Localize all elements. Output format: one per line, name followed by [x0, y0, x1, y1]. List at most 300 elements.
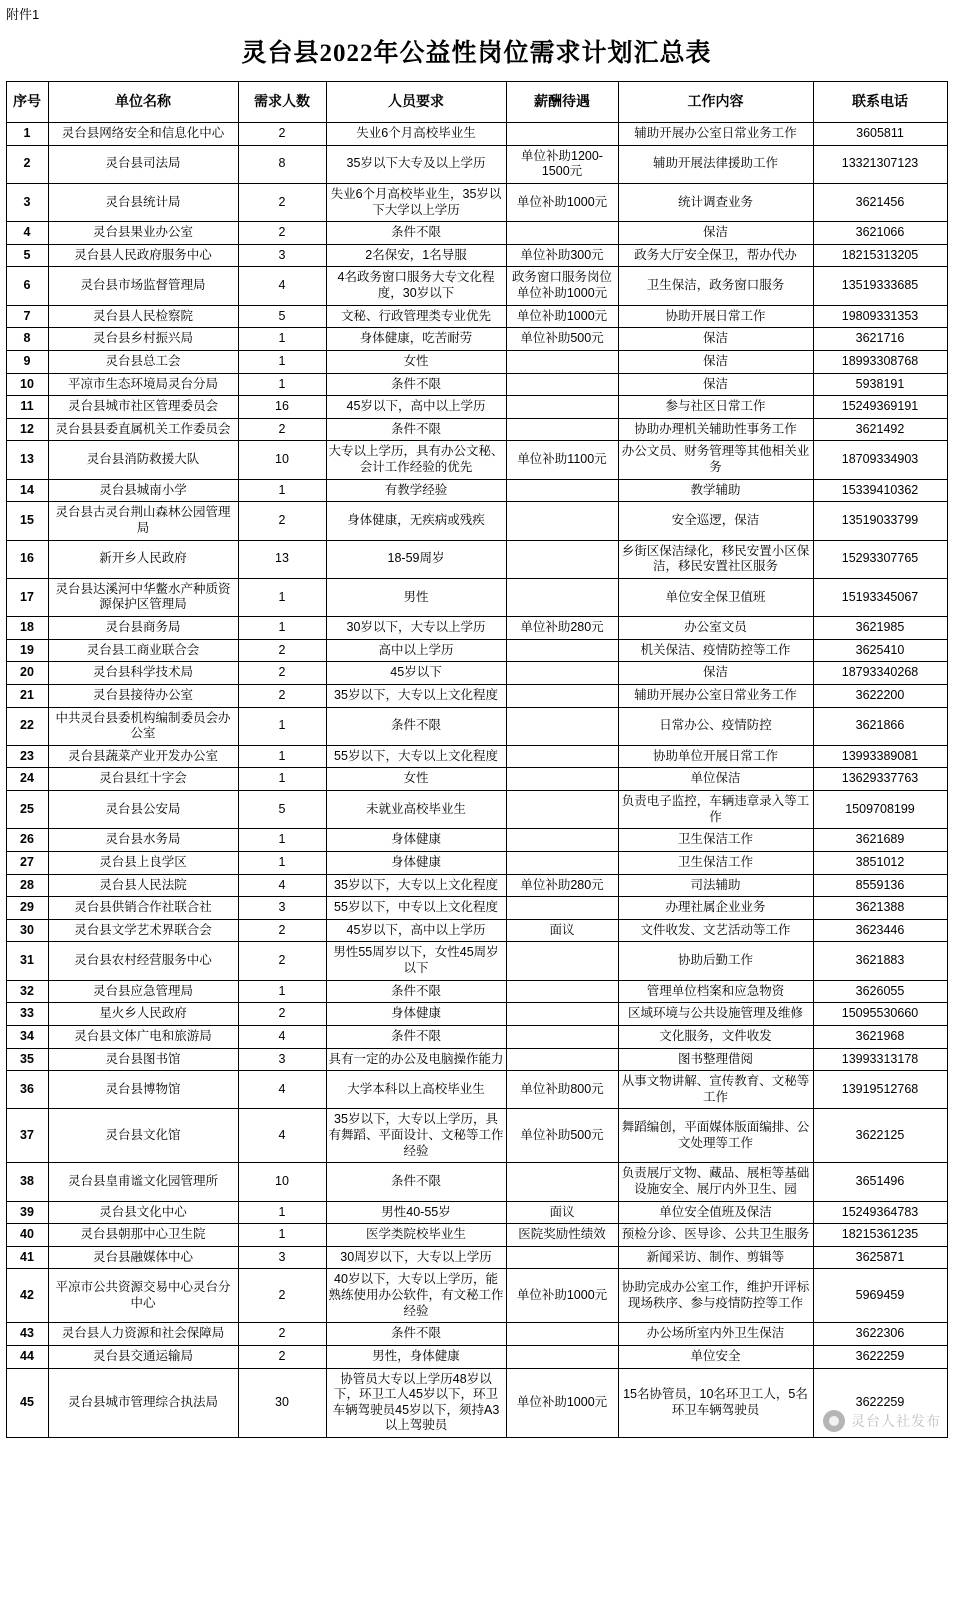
cell-phone: 3622259	[813, 1345, 947, 1368]
cell-headcount: 1	[238, 350, 326, 373]
cell-requirements: 2名保安，1名导服	[326, 244, 506, 267]
cell-duties: 办理社属企业业务	[618, 897, 813, 920]
cell-duties: 舞蹈编创，平面媒体版面编排、公文处理等工作	[618, 1109, 813, 1163]
cell-phone: 13519333685	[813, 267, 947, 305]
job-requirement-table	[6, 81, 948, 1438]
cell-phone: 5969459	[813, 1269, 947, 1323]
cell-requirements: 身体健康，吃苦耐劳	[326, 328, 506, 351]
cell-salary	[506, 418, 618, 441]
cell-unit: 灵台县文化中心	[48, 1201, 238, 1224]
cell-requirements: 具有一定的办公及电脑操作能力	[326, 1048, 506, 1071]
table-row	[6, 1201, 947, 1224]
table-row	[6, 745, 947, 768]
cell-headcount: 2	[238, 183, 326, 221]
cell-requirements: 女性	[326, 350, 506, 373]
cell-salary	[506, 791, 618, 829]
cell-requirements: 男性	[326, 578, 506, 616]
cell-unit: 灵台县县委直属机关工作委员会	[48, 418, 238, 441]
cell-unit: 灵台县人民检察院	[48, 305, 238, 328]
cell-index: 19	[6, 639, 48, 662]
col-header-requirements: 人员要求	[326, 82, 506, 123]
cell-unit: 灵台县文学艺术界联合会	[48, 919, 238, 942]
cell-duties: 司法辅助	[618, 874, 813, 897]
cell-unit: 灵台县市场监督管理局	[48, 267, 238, 305]
cell-index: 15	[6, 502, 48, 540]
cell-unit: 灵台县总工会	[48, 350, 238, 373]
cell-salary: 单位补助500元	[506, 1109, 618, 1163]
cell-requirements: 30周岁以下，大专以上学历	[326, 1246, 506, 1269]
cell-duties: 辅助开展办公室日常业务工作	[618, 684, 813, 707]
cell-headcount: 5	[238, 305, 326, 328]
cell-index: 17	[6, 578, 48, 616]
cell-headcount: 2	[238, 1003, 326, 1026]
cell-requirements: 40岁以下，大专以上学历，能熟练使用办公软件，有文秘工作经验	[326, 1269, 506, 1323]
cell-salary	[506, 684, 618, 707]
cell-requirements: 45岁以下，高中以上学历	[326, 396, 506, 419]
cell-unit: 灵台县统计局	[48, 183, 238, 221]
table-row	[6, 1109, 947, 1163]
cell-duties: 统计调查业务	[618, 183, 813, 221]
cell-phone: 3621866	[813, 707, 947, 745]
table-row	[6, 942, 947, 980]
table-row	[6, 919, 947, 942]
cell-index: 30	[6, 919, 48, 942]
cell-salary	[506, 1163, 618, 1201]
cell-headcount: 2	[238, 222, 326, 245]
cell-headcount: 2	[238, 1345, 326, 1368]
cell-headcount: 3	[238, 897, 326, 920]
table-row	[6, 874, 947, 897]
table-row	[6, 1368, 947, 1438]
cell-headcount: 1	[238, 617, 326, 640]
cell-requirements: 55岁以下，大专以上文化程度	[326, 745, 506, 768]
cell-unit: 灵台县水务局	[48, 829, 238, 852]
table-row	[6, 768, 947, 791]
cell-headcount: 2	[238, 684, 326, 707]
cell-duties: 辅助开展办公室日常业务工作	[618, 123, 813, 146]
cell-phone: 18215361235	[813, 1224, 947, 1247]
cell-duties: 协助开展日常工作	[618, 305, 813, 328]
table-body	[6, 123, 947, 1438]
table-row	[6, 1345, 947, 1368]
cell-index: 26	[6, 829, 48, 852]
cell-unit: 灵台县应急管理局	[48, 980, 238, 1003]
cell-headcount: 4	[238, 1109, 326, 1163]
cell-headcount: 4	[238, 1071, 326, 1109]
cell-requirements: 男性，身体健康	[326, 1345, 506, 1368]
cell-duties: 协助完成办公室工作，维护开评标现场秩序、参与疫情防控等工作	[618, 1269, 813, 1323]
cell-headcount: 8	[238, 145, 326, 183]
cell-requirements: 35岁以下，大专以上学历，具有舞蹈、平面设计、文秘等工作经验	[326, 1109, 506, 1163]
cell-salary	[506, 350, 618, 373]
cell-unit: 新开乡人民政府	[48, 540, 238, 578]
col-header-unit: 单位名称	[48, 82, 238, 123]
table-row	[6, 1224, 947, 1247]
cell-unit: 灵台县乡村振兴局	[48, 328, 238, 351]
cell-unit: 灵台县融媒体中心	[48, 1246, 238, 1269]
col-header-salary: 薪酬待遇	[506, 82, 618, 123]
cell-requirements: 条件不限	[326, 707, 506, 745]
cell-phone: 15249364783	[813, 1201, 947, 1224]
cell-unit: 灵台县科学技术局	[48, 662, 238, 685]
cell-duties: 区域环境与公共设施管理及维修	[618, 1003, 813, 1026]
cell-headcount: 4	[238, 874, 326, 897]
cell-salary: 政务窗口服务岗位单位补助1000元	[506, 267, 618, 305]
cell-requirements: 条件不限	[326, 418, 506, 441]
cell-salary	[506, 829, 618, 852]
cell-salary	[506, 502, 618, 540]
cell-requirements: 失业6个月高校毕业生	[326, 123, 506, 146]
cell-duties: 协助办理机关辅助性事务工作	[618, 418, 813, 441]
cell-requirements: 男性55周岁以下，女性45周岁以下	[326, 942, 506, 980]
table-row	[6, 1323, 947, 1346]
table-row	[6, 980, 947, 1003]
cell-index: 28	[6, 874, 48, 897]
cell-salary	[506, 662, 618, 685]
cell-index: 35	[6, 1048, 48, 1071]
cell-duties: 办公室文员	[618, 617, 813, 640]
cell-requirements: 失业6个月高校毕业生，35岁以下大学以上学历	[326, 183, 506, 221]
cell-phone: 15293307765	[813, 540, 947, 578]
cell-requirements: 55岁以下，中专以上文化程度	[326, 897, 506, 920]
cell-phone: 5938191	[813, 373, 947, 396]
cell-index: 10	[6, 373, 48, 396]
table-row	[6, 578, 947, 616]
cell-requirements: 条件不限	[326, 1323, 506, 1346]
cell-index: 36	[6, 1071, 48, 1109]
cell-index: 38	[6, 1163, 48, 1201]
cell-unit: 灵台县人民法院	[48, 874, 238, 897]
cell-index: 41	[6, 1246, 48, 1269]
cell-phone: 3621066	[813, 222, 947, 245]
cell-headcount: 10	[238, 1163, 326, 1201]
cell-headcount: 1	[238, 851, 326, 874]
cell-unit: 灵台县蔬菜产业开发办公室	[48, 745, 238, 768]
cell-requirements: 未就业高校毕业生	[326, 791, 506, 829]
table-row	[6, 305, 947, 328]
cell-duties: 管理单位档案和应急物资	[618, 980, 813, 1003]
cell-salary: 单位补助1000元	[506, 1368, 618, 1438]
cell-requirements: 条件不限	[326, 222, 506, 245]
table-row	[6, 684, 947, 707]
cell-salary: 单位补助280元	[506, 874, 618, 897]
cell-phone: 3851012	[813, 851, 947, 874]
cell-index: 29	[6, 897, 48, 920]
table-row	[6, 791, 947, 829]
cell-phone: 3621968	[813, 1025, 947, 1048]
cell-phone: 13321307123	[813, 145, 947, 183]
cell-phone: 1509708199	[813, 791, 947, 829]
cell-unit: 灵台县商务局	[48, 617, 238, 640]
cell-unit: 灵台县达溪河中华鳖水产种质资源保护区管理局	[48, 578, 238, 616]
cell-salary	[506, 707, 618, 745]
cell-index: 40	[6, 1224, 48, 1247]
table-row	[6, 707, 947, 745]
table-row	[6, 1048, 947, 1071]
cell-index: 8	[6, 328, 48, 351]
cell-duties: 政务大厅安全保卫，帮办代办	[618, 244, 813, 267]
cell-salary: 单位补助280元	[506, 617, 618, 640]
cell-unit: 灵台县文化馆	[48, 1109, 238, 1163]
cell-duties: 单位保洁	[618, 768, 813, 791]
cell-requirements: 45岁以下	[326, 662, 506, 685]
cell-duties: 保洁	[618, 350, 813, 373]
cell-phone: 3621456	[813, 183, 947, 221]
cell-index: 34	[6, 1025, 48, 1048]
cell-requirements: 协管员大专以上学历48岁以下，环卫工人45岁以下，环卫车辆驾驶员45岁以下，须持A3以上驾驶员	[326, 1368, 506, 1438]
cell-unit: 灵台县司法局	[48, 145, 238, 183]
table-row	[6, 540, 947, 578]
cell-salary	[506, 1323, 618, 1346]
cell-unit: 灵台县皇甫谧文化园管理所	[48, 1163, 238, 1201]
cell-salary: 单位补助1100元	[506, 441, 618, 479]
cell-headcount: 3	[238, 1048, 326, 1071]
cell-salary	[506, 1246, 618, 1269]
cell-unit: 灵台县交通运输局	[48, 1345, 238, 1368]
cell-unit: 灵台县消防救援大队	[48, 441, 238, 479]
cell-duties: 卫生保洁工作	[618, 829, 813, 852]
cell-requirements: 35岁以下，大专以上文化程度	[326, 684, 506, 707]
cell-duties: 机关保洁、疫情防控等工作	[618, 639, 813, 662]
cell-index: 14	[6, 479, 48, 502]
cell-unit: 灵台县朝那中心卫生院	[48, 1224, 238, 1247]
table-row	[6, 123, 947, 146]
cell-unit: 灵台县人力资源和社会保障局	[48, 1323, 238, 1346]
cell-requirements: 男性40-55岁	[326, 1201, 506, 1224]
cell-index: 42	[6, 1269, 48, 1323]
cell-index: 33	[6, 1003, 48, 1026]
cell-index: 7	[6, 305, 48, 328]
cell-duties: 安全巡逻，保洁	[618, 502, 813, 540]
cell-salary	[506, 639, 618, 662]
cell-salary	[506, 123, 618, 146]
cell-index: 3	[6, 183, 48, 221]
cell-unit: 灵台县供销合作社联合社	[48, 897, 238, 920]
cell-duties: 卫生保洁，政务窗口服务	[618, 267, 813, 305]
cell-phone: 8559136	[813, 874, 947, 897]
cell-unit: 灵台县城市管理综合执法局	[48, 1368, 238, 1438]
cell-duties: 协助单位开展日常工作	[618, 745, 813, 768]
table-row	[6, 244, 947, 267]
cell-duties: 卫生保洁工作	[618, 851, 813, 874]
cell-salary	[506, 1345, 618, 1368]
table-row	[6, 396, 947, 419]
cell-phone: 3605811	[813, 123, 947, 146]
cell-duties: 辅助开展法律援助工作	[618, 145, 813, 183]
cell-salary	[506, 745, 618, 768]
cell-salary: 单位补助300元	[506, 244, 618, 267]
cell-requirements: 文秘、行政管理类专业优先	[326, 305, 506, 328]
cell-requirements: 身体健康	[326, 1003, 506, 1026]
cell-index: 45	[6, 1368, 48, 1438]
cell-headcount: 16	[238, 396, 326, 419]
table-row	[6, 897, 947, 920]
table-row	[6, 145, 947, 183]
cell-phone: 3622259	[813, 1368, 947, 1438]
cell-headcount: 1	[238, 707, 326, 745]
cell-phone: 18215313205	[813, 244, 947, 267]
cell-salary: 单位补助1000元	[506, 305, 618, 328]
cell-index: 22	[6, 707, 48, 745]
cell-phone: 13993313178	[813, 1048, 947, 1071]
cell-phone: 3625410	[813, 639, 947, 662]
cell-index: 31	[6, 942, 48, 980]
cell-requirements: 35岁以下大专及以上学历	[326, 145, 506, 183]
cell-phone: 3621388	[813, 897, 947, 920]
cell-phone: 3651496	[813, 1163, 947, 1201]
cell-phone: 3625871	[813, 1246, 947, 1269]
cell-unit: 灵台县人民政府服务中心	[48, 244, 238, 267]
cell-duties: 办公文员、财务管理等其他相关业务	[618, 441, 813, 479]
cell-index: 4	[6, 222, 48, 245]
watermark-text: 灵台人社发布	[851, 1413, 941, 1429]
cell-headcount: 13	[238, 540, 326, 578]
cell-index: 20	[6, 662, 48, 685]
table-row	[6, 328, 947, 351]
cell-index: 44	[6, 1345, 48, 1368]
cell-requirements: 大专以上学历，具有办公文秘、会计工作经验的优先	[326, 441, 506, 479]
cell-duties: 15名协管员，10名环卫工人，5名环卫车辆驾驶员	[618, 1368, 813, 1438]
cell-duties: 教学辅助	[618, 479, 813, 502]
cell-requirements: 身体健康	[326, 851, 506, 874]
cell-unit: 灵台县古灵台荆山森林公园管理局	[48, 502, 238, 540]
cell-salary	[506, 942, 618, 980]
cell-salary	[506, 540, 618, 578]
cell-duties: 保洁	[618, 662, 813, 685]
cell-salary	[506, 980, 618, 1003]
cell-unit: 灵台县果业办公室	[48, 222, 238, 245]
cell-headcount: 3	[238, 244, 326, 267]
cell-phone: 15095530660	[813, 1003, 947, 1026]
cell-duties: 负责电子监控，车辆违章录入等工作	[618, 791, 813, 829]
cell-headcount: 2	[238, 502, 326, 540]
cell-requirements: 医学类院校毕业生	[326, 1224, 506, 1247]
cell-index: 43	[6, 1323, 48, 1346]
table-row	[6, 617, 947, 640]
cell-index: 9	[6, 350, 48, 373]
attachment-label: 附件1	[6, 7, 40, 22]
cell-headcount: 1	[238, 1201, 326, 1224]
cell-index: 39	[6, 1201, 48, 1224]
cell-phone: 3621716	[813, 328, 947, 351]
table-row	[6, 1163, 947, 1201]
cell-index: 5	[6, 244, 48, 267]
cell-headcount: 5	[238, 791, 326, 829]
table-row	[6, 502, 947, 540]
cell-headcount: 2	[238, 1269, 326, 1323]
cell-requirements: 4名政务窗口服务大专文化程度，30岁以下	[326, 267, 506, 305]
cell-salary: 单位补助800元	[506, 1071, 618, 1109]
cell-duties: 日常办公、疫情防控	[618, 707, 813, 745]
cell-duties: 乡街区保洁绿化，移民安置小区保洁，移民安置社区服务	[618, 540, 813, 578]
cell-unit: 灵台县农村经营服务中心	[48, 942, 238, 980]
cell-phone: 3621689	[813, 829, 947, 852]
cell-duties: 新闻采访、制作、剪辑等	[618, 1246, 813, 1269]
cell-duties: 办公场所室内外卫生保洁	[618, 1323, 813, 1346]
cell-headcount: 2	[238, 639, 326, 662]
col-header-duties: 工作内容	[618, 82, 813, 123]
cell-headcount: 2	[238, 418, 326, 441]
cell-phone: 3621985	[813, 617, 947, 640]
cell-salary: 面议	[506, 919, 618, 942]
cell-salary: 单位补助1000元	[506, 183, 618, 221]
table-row	[6, 183, 947, 221]
cell-unit: 灵台县红十字会	[48, 768, 238, 791]
cell-salary: 单位补助1000元	[506, 1269, 618, 1323]
cell-phone: 18709334903	[813, 441, 947, 479]
cell-headcount: 1	[238, 578, 326, 616]
cell-index: 2	[6, 145, 48, 183]
col-header-phone: 联系电话	[813, 82, 947, 123]
cell-headcount: 1	[238, 479, 326, 502]
cell-requirements: 条件不限	[326, 980, 506, 1003]
table-row	[6, 373, 947, 396]
cell-duties: 保洁	[618, 373, 813, 396]
cell-salary	[506, 1048, 618, 1071]
cell-unit: 灵台县工商业联合会	[48, 639, 238, 662]
cell-requirements: 条件不限	[326, 1025, 506, 1048]
cell-duties: 单位安全	[618, 1345, 813, 1368]
cell-headcount: 2	[238, 919, 326, 942]
cell-requirements: 有教学经验	[326, 479, 506, 502]
col-header-index: 序号	[6, 82, 48, 123]
cell-duties: 文件收发、文艺活动等工作	[618, 919, 813, 942]
cell-index: 13	[6, 441, 48, 479]
cell-phone: 18793340268	[813, 662, 947, 685]
cell-salary	[506, 479, 618, 502]
table-row	[6, 1269, 947, 1323]
cell-phone: 3622306	[813, 1323, 947, 1346]
table-row	[6, 639, 947, 662]
cell-index: 18	[6, 617, 48, 640]
cell-index: 6	[6, 267, 48, 305]
cell-unit: 灵台县接待办公室	[48, 684, 238, 707]
cell-headcount: 2	[238, 123, 326, 146]
cell-unit: 灵台县文体广电和旅游局	[48, 1025, 238, 1048]
col-header-headcount: 需求人数	[238, 82, 326, 123]
cell-headcount: 1	[238, 980, 326, 1003]
cell-phone: 15193345067	[813, 578, 947, 616]
cell-unit: 灵台县博物馆	[48, 1071, 238, 1109]
cell-unit: 灵台县图书馆	[48, 1048, 238, 1071]
cell-index: 25	[6, 791, 48, 829]
table-row	[6, 418, 947, 441]
cell-headcount: 4	[238, 1025, 326, 1048]
cell-salary	[506, 1003, 618, 1026]
cell-duties: 协助后勤工作	[618, 942, 813, 980]
cell-phone: 3622200	[813, 684, 947, 707]
cell-headcount: 2	[238, 942, 326, 980]
cell-headcount: 30	[238, 1368, 326, 1438]
cell-requirements: 身体健康，无疾病或残疾	[326, 502, 506, 540]
cell-unit: 灵台县网络安全和信息化中心	[48, 123, 238, 146]
cell-phone: 13919512768	[813, 1071, 947, 1109]
cell-headcount: 1	[238, 745, 326, 768]
cell-salary	[506, 578, 618, 616]
table-row	[6, 662, 947, 685]
cell-phone: 3622125	[813, 1109, 947, 1163]
cell-unit: 灵台县公安局	[48, 791, 238, 829]
cell-salary	[506, 897, 618, 920]
cell-phone: 15339410362	[813, 479, 947, 502]
cell-salary	[506, 768, 618, 791]
cell-duties: 保洁	[618, 328, 813, 351]
cell-index: 23	[6, 745, 48, 768]
cell-index: 11	[6, 396, 48, 419]
table-row	[6, 1071, 947, 1109]
cell-requirements: 30岁以下，大专以上学历	[326, 617, 506, 640]
cell-salary	[506, 373, 618, 396]
